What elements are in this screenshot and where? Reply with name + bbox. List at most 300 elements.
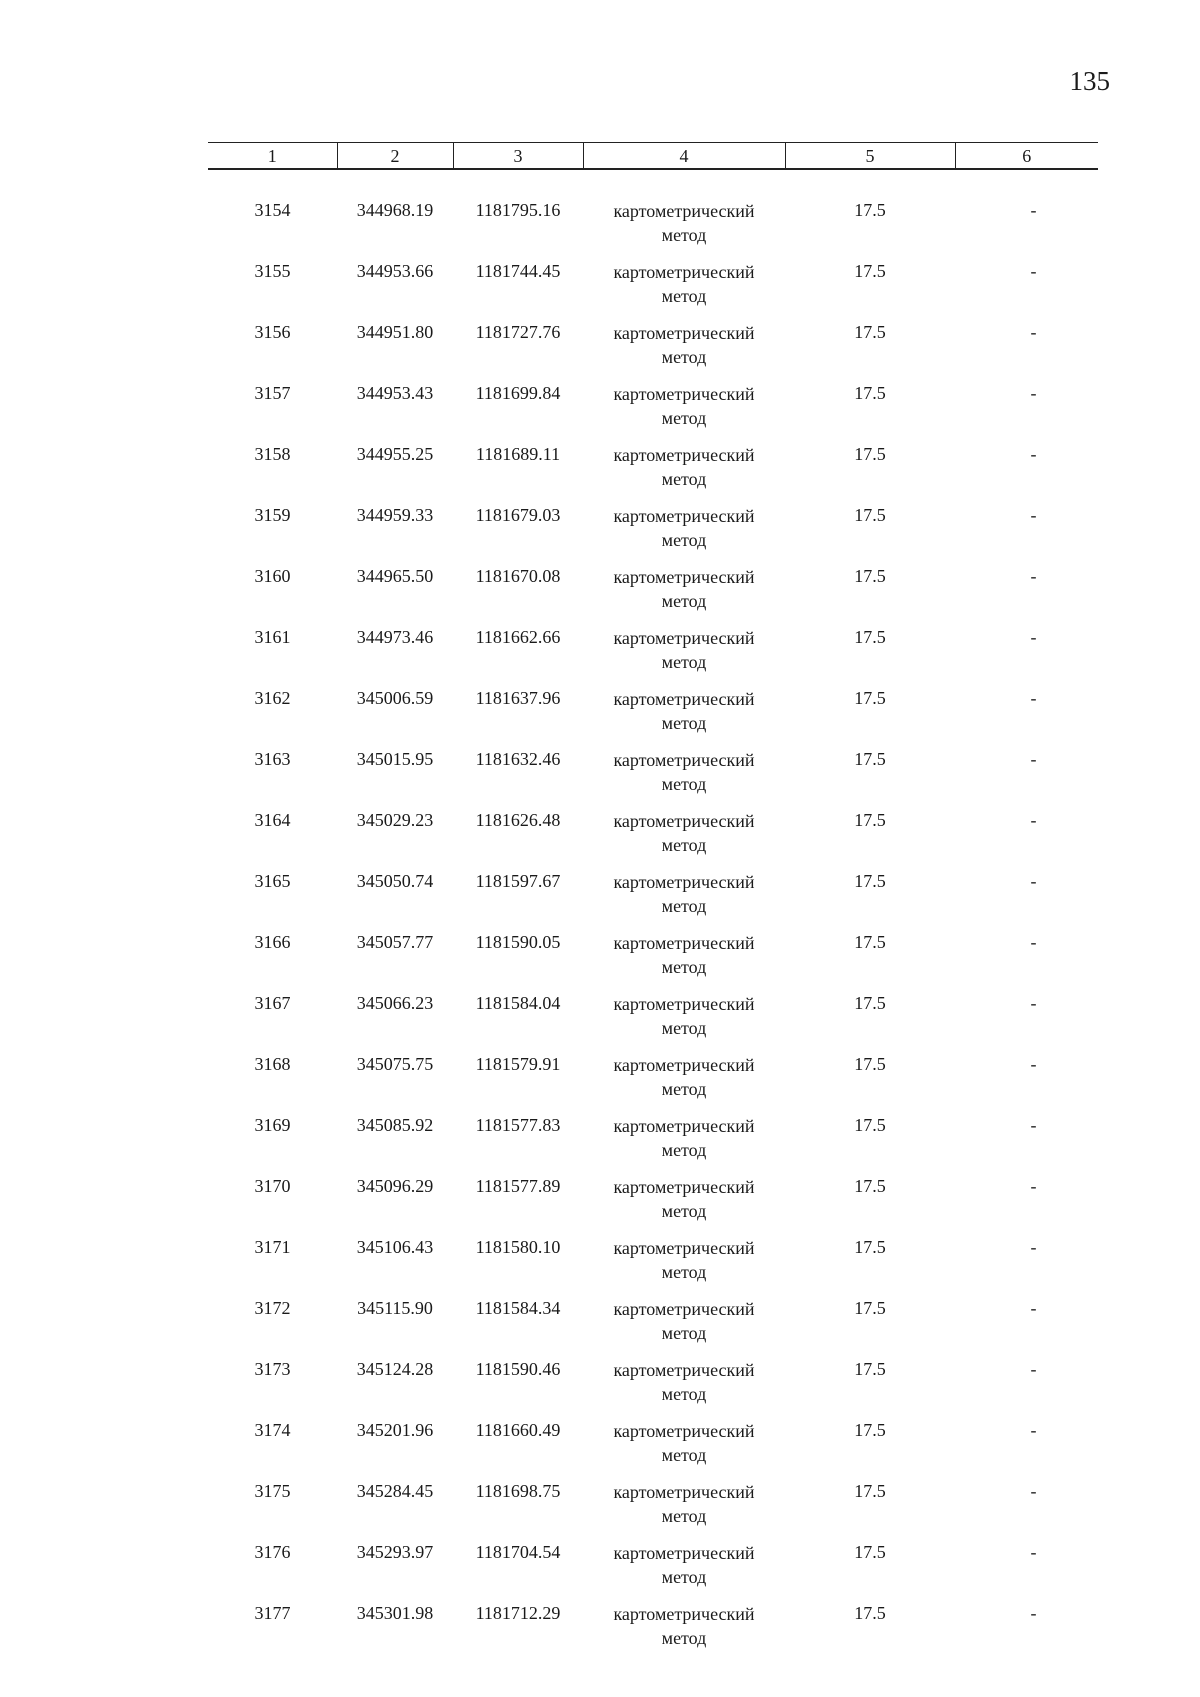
point-number-cell [208,169,337,247]
note-cell [955,735,1098,796]
x-coordinate-cell [337,979,453,1040]
table-row [208,369,1098,430]
table-row [208,674,1098,735]
table-row [208,1528,1098,1589]
method-line-1: картометрический [613,994,755,1014]
note-cell [955,1223,1098,1284]
note-cell [955,369,1098,430]
x-coordinate-cell [337,796,453,857]
note-cell-text: - [1030,1115,1037,1135]
point-number-cell [208,1162,337,1223]
header-row [208,143,1098,170]
y-coordinate-cell [453,613,583,674]
method-line-2: метод [661,1567,707,1587]
method-line-2: метод [661,896,707,916]
method-cell [583,1223,785,1284]
method-line-2: метод [661,408,707,428]
accuracy-cell-text: 17.5 [854,1481,886,1501]
point-number-cell-text: 3175 [254,1481,291,1501]
y-coordinate-cell-text: 1181744.45 [475,261,561,281]
method-cell [583,491,785,552]
y-coordinate-cell-text: 1181584.04 [475,993,561,1013]
accuracy-cell [785,857,955,918]
method-cell [583,1589,785,1650]
point-number-cell-text: 3156 [254,322,291,342]
table-row [208,918,1098,979]
method-line-1: картометрический [613,1299,755,1319]
header-col-4: 4 [583,143,785,170]
y-coordinate-cell [453,308,583,369]
accuracy-cell-text: 17.5 [854,383,886,403]
note-cell-text: - [1030,1420,1037,1440]
x-coordinate-cell-text: 345066.23 [356,993,434,1013]
y-coordinate-cell [453,369,583,430]
method-cell [583,1101,785,1162]
y-coordinate-cell-text: 1181577.89 [475,1176,561,1196]
point-number-cell-text: 3154 [254,200,291,220]
point-number-cell-text: 3171 [254,1237,291,1257]
point-number-cell [208,1223,337,1284]
table-header [208,143,1098,170]
note-cell-text: - [1030,1542,1037,1562]
point-number-cell-text: 3177 [254,1603,291,1623]
method-line-2: метод [661,530,707,550]
point-number-cell-text: 3159 [254,505,291,525]
note-cell [955,1406,1098,1467]
method-cell [583,430,785,491]
method-line-2: метод [661,1018,707,1038]
x-coordinate-cell [337,1467,453,1528]
point-number-cell [208,369,337,430]
x-coordinate-cell [337,491,453,552]
method-cell [583,1406,785,1467]
y-coordinate-cell [453,1589,583,1650]
method-line-1: картометрический [613,628,755,648]
note-cell [955,796,1098,857]
y-coordinate-cell-text: 1181670.08 [475,566,561,586]
point-number-cell-text: 3164 [254,810,291,830]
point-number-cell [208,796,337,857]
note-cell-text: - [1030,566,1037,586]
table-row [208,1101,1098,1162]
note-cell-text: - [1030,505,1037,525]
method-cell [583,613,785,674]
x-coordinate-cell-text: 344955.25 [356,444,434,464]
table-row [208,613,1098,674]
method-line-1: картометрический [613,1482,755,1502]
note-cell-text: - [1030,1237,1037,1257]
method-line-1: картометрический [613,1543,755,1563]
method-cell [583,308,785,369]
point-number-cell [208,613,337,674]
y-coordinate-cell-text: 1181597.67 [475,871,561,891]
y-coordinate-cell [453,1040,583,1101]
table-row [208,1406,1098,1467]
point-number-cell-text: 3155 [254,261,291,281]
table-row [208,1589,1098,1650]
x-coordinate-cell-text: 344951.80 [356,322,434,342]
point-number-cell [208,1589,337,1650]
accuracy-cell [785,674,955,735]
x-coordinate-cell [337,918,453,979]
accuracy-cell [785,1528,955,1589]
accuracy-cell-text: 17.5 [854,1115,886,1135]
method-cell [583,369,785,430]
method-line-1: картометрический [613,1360,755,1380]
method-cell [583,735,785,796]
point-number-cell-text: 3176 [254,1542,291,1562]
method-line-2: метод [661,1384,707,1404]
note-cell-text: - [1030,871,1037,891]
method-line-1: картометрический [613,1055,755,1075]
point-number-cell-text: 3162 [254,688,291,708]
point-number-cell [208,1284,337,1345]
method-line-1: картометрический [613,1604,755,1624]
note-cell-text: - [1030,1359,1037,1379]
point-number-cell [208,918,337,979]
note-cell [955,308,1098,369]
note-cell [955,1528,1098,1589]
y-coordinate-cell [453,1467,583,1528]
point-number-cell-text: 3168 [254,1054,291,1074]
accuracy-cell-text: 17.5 [854,200,886,220]
y-coordinate-cell-text: 1181637.96 [475,688,561,708]
accuracy-cell [785,1406,955,1467]
x-coordinate-cell [337,1528,453,1589]
method-cell [583,247,785,308]
y-coordinate-cell [453,1101,583,1162]
x-coordinate-cell-text: 345124.28 [356,1359,434,1379]
y-coordinate-cell-text: 1181626.48 [475,810,561,830]
method-cell [583,1528,785,1589]
table-row [208,247,1098,308]
method-line-2: метод [661,1262,707,1282]
x-coordinate-cell [337,1162,453,1223]
y-coordinate-cell [453,1223,583,1284]
x-coordinate-cell-text: 345075.75 [356,1054,434,1074]
accuracy-cell-text: 17.5 [854,1542,886,1562]
method-line-1: картометрический [613,1177,755,1197]
x-coordinate-cell-text: 344959.33 [356,505,434,525]
y-coordinate-cell [453,552,583,613]
method-line-1: картометрический [613,811,755,831]
accuracy-cell-text: 17.5 [854,1603,886,1623]
method-line-1: картометрический [613,323,755,343]
y-coordinate-cell-text: 1181580.10 [475,1237,561,1257]
point-number-cell [208,735,337,796]
x-coordinate-cell-text: 345293.97 [356,1542,434,1562]
point-number-cell-text: 3166 [254,932,291,952]
note-cell [955,491,1098,552]
header-col-2: 2 [337,143,453,170]
y-coordinate-cell [453,979,583,1040]
method-line-2: метод [661,774,707,794]
point-number-cell-text: 3163 [254,749,291,769]
x-coordinate-cell [337,552,453,613]
accuracy-cell-text: 17.5 [854,322,886,342]
method-cell [583,796,785,857]
x-coordinate-cell-text: 345085.92 [356,1115,434,1135]
x-coordinate-cell-text: 345015.95 [356,749,434,769]
y-coordinate-cell [453,491,583,552]
point-number-cell [208,491,337,552]
method-line-1: картометрический [613,201,755,221]
point-number-cell-text: 3174 [254,1420,291,1440]
point-number-cell-text: 3165 [254,871,291,891]
method-cell [583,552,785,613]
x-coordinate-cell [337,674,453,735]
accuracy-cell-text: 17.5 [854,1176,886,1196]
x-coordinate-cell-text: 345050.74 [356,871,434,891]
y-coordinate-cell [453,735,583,796]
note-cell [955,1467,1098,1528]
y-coordinate-cell-text: 1181577.83 [475,1115,561,1135]
method-line-1: картометрический [613,506,755,526]
point-number-cell [208,979,337,1040]
point-number-cell [208,1406,337,1467]
point-number-cell-text: 3173 [254,1359,291,1379]
accuracy-cell-text: 17.5 [854,749,886,769]
method-line-2: метод [661,1079,707,1099]
x-coordinate-cell [337,1406,453,1467]
accuracy-cell-text: 17.5 [854,566,886,586]
accuracy-cell-text: 17.5 [854,1054,886,1074]
y-coordinate-cell [453,796,583,857]
accuracy-cell-text: 17.5 [854,444,886,464]
point-number-cell [208,857,337,918]
note-cell-text: - [1030,200,1037,220]
header-col-1: 1 [208,143,337,170]
accuracy-cell [785,169,955,247]
method-line-2: метод [661,225,707,245]
y-coordinate-cell-text: 1181662.66 [475,627,561,647]
y-coordinate-cell-text: 1181632.46 [475,749,561,769]
note-cell [955,1162,1098,1223]
table-row [208,169,1098,247]
header-col-5: 5 [785,143,955,170]
point-number-cell-text: 3167 [254,993,291,1013]
table-row [208,1223,1098,1284]
accuracy-cell [785,1223,955,1284]
method-line-2: метод [661,1140,707,1160]
y-coordinate-cell [453,857,583,918]
method-line-1: картометрический [613,689,755,709]
y-coordinate-cell [453,169,583,247]
table-row [208,430,1098,491]
note-cell-text: - [1030,444,1037,464]
table-body [208,169,1098,1650]
note-cell-text: - [1030,1176,1037,1196]
accuracy-cell-text: 17.5 [854,932,886,952]
method-cell [583,918,785,979]
point-number-cell [208,1467,337,1528]
y-coordinate-cell-text: 1181727.76 [475,322,561,342]
table-row [208,1040,1098,1101]
y-coordinate-cell [453,1406,583,1467]
x-coordinate-cell [337,247,453,308]
accuracy-cell [785,1040,955,1101]
note-cell-text: - [1030,627,1037,647]
y-coordinate-cell-text: 1181590.05 [475,932,561,952]
accuracy-cell-text: 17.5 [854,688,886,708]
accuracy-cell [785,918,955,979]
method-line-1: картометрический [613,262,755,282]
note-cell [955,1345,1098,1406]
y-coordinate-cell-text: 1181698.75 [475,1481,561,1501]
page-number: 135 [1069,66,1110,96]
y-coordinate-cell-text: 1181712.29 [475,1603,561,1623]
note-cell [955,613,1098,674]
method-line-2: метод [661,713,707,733]
accuracy-cell [785,1284,955,1345]
method-cell [583,1345,785,1406]
note-cell [955,918,1098,979]
note-cell-text: - [1030,1603,1037,1623]
y-coordinate-cell-text: 1181699.84 [475,383,561,403]
y-coordinate-cell [453,918,583,979]
note-cell [955,979,1098,1040]
accuracy-cell [785,491,955,552]
method-cell [583,1467,785,1528]
method-line-1: картометрический [613,1421,755,1441]
method-line-1: картометрический [613,384,755,404]
method-line-2: метод [661,591,707,611]
table-row [208,552,1098,613]
x-coordinate-cell-text: 345106.43 [356,1237,434,1257]
note-cell-text: - [1030,322,1037,342]
x-coordinate-cell-text: 344965.50 [356,566,434,586]
accuracy-cell [785,430,955,491]
note-cell-text: - [1030,1054,1037,1074]
point-number-cell-text: 3172 [254,1298,291,1318]
table-row [208,1345,1098,1406]
x-coordinate-cell-text: 344968.19 [356,200,434,220]
method-cell [583,674,785,735]
method-line-2: метод [661,286,707,306]
accuracy-cell [785,1467,955,1528]
table-row [208,1467,1098,1528]
x-coordinate-cell [337,1223,453,1284]
y-coordinate-cell-text: 1181584.34 [475,1298,561,1318]
method-cell [583,1162,785,1223]
method-line-1: картометрический [613,1238,755,1258]
x-coordinate-cell [337,1040,453,1101]
note-cell-text: - [1030,749,1037,769]
table-row [208,1284,1098,1345]
point-number-cell [208,430,337,491]
method-line-1: картометрический [613,750,755,770]
y-coordinate-cell [453,1162,583,1223]
method-line-1: картометрический [613,933,755,953]
note-cell-text: - [1030,993,1037,1013]
x-coordinate-cell [337,1284,453,1345]
x-coordinate-cell [337,430,453,491]
y-coordinate-cell-text: 1181590.46 [475,1359,561,1379]
x-coordinate-cell [337,1345,453,1406]
header-col-3: 3 [453,143,583,170]
method-line-2: метод [661,469,707,489]
point-number-cell-text: 3157 [254,383,291,403]
method-cell [583,169,785,247]
accuracy-cell [785,308,955,369]
x-coordinate-cell [337,1589,453,1650]
accuracy-cell [785,1101,955,1162]
point-number-cell [208,308,337,369]
accuracy-cell [785,796,955,857]
accuracy-cell [785,979,955,1040]
accuracy-cell-text: 17.5 [854,1359,886,1379]
x-coordinate-cell-text: 344953.66 [356,261,434,281]
accuracy-cell [785,1589,955,1650]
x-coordinate-cell-text: 344973.46 [356,627,434,647]
y-coordinate-cell-text: 1181579.91 [475,1054,561,1074]
accuracy-cell [785,1345,955,1406]
x-coordinate-cell-text: 345301.98 [356,1603,434,1623]
table-row [208,308,1098,369]
note-cell [955,674,1098,735]
y-coordinate-cell [453,247,583,308]
table-row [208,491,1098,552]
y-coordinate-cell-text: 1181689.11 [475,444,561,464]
header-col-6: 6 [955,143,1098,170]
method-line-2: метод [661,347,707,367]
accuracy-cell-text: 17.5 [854,505,886,525]
point-number-cell [208,674,337,735]
y-coordinate-cell-text: 1181660.49 [475,1420,561,1440]
accuracy-cell [785,369,955,430]
method-line-1: картометрический [613,1116,755,1136]
note-cell-text: - [1030,1481,1037,1501]
note-cell-text: - [1030,383,1037,403]
x-coordinate-cell-text: 345201.96 [356,1420,434,1440]
note-cell-text: - [1030,1298,1037,1318]
x-coordinate-cell [337,169,453,247]
table-row [208,857,1098,918]
method-line-1: картометрический [613,445,755,465]
x-coordinate-cell [337,735,453,796]
accuracy-cell [785,247,955,308]
method-line-1: картометрический [613,567,755,587]
x-coordinate-cell-text: 344953.43 [356,383,434,403]
point-number-cell-text: 3169 [254,1115,291,1135]
point-number-cell-text: 3161 [254,627,291,647]
note-cell [955,552,1098,613]
point-number-cell [208,247,337,308]
note-cell-text: - [1030,810,1037,830]
method-line-2: метод [661,1506,707,1526]
method-cell [583,1040,785,1101]
note-cell [955,857,1098,918]
method-line-2: метод [661,1201,707,1221]
point-number-cell-text: 3160 [254,566,291,586]
method-cell [583,857,785,918]
method-cell [583,979,785,1040]
point-number-cell [208,1528,337,1589]
accuracy-cell-text: 17.5 [854,993,886,1013]
note-cell-text: - [1030,932,1037,952]
y-coordinate-cell [453,1284,583,1345]
point-number-cell-text: 3158 [254,444,291,464]
x-coordinate-cell-text: 345057.77 [356,932,434,952]
accuracy-cell [785,613,955,674]
accuracy-cell [785,735,955,796]
note-cell [955,1589,1098,1650]
accuracy-cell-text: 17.5 [854,810,886,830]
x-coordinate-cell-text: 345029.23 [356,810,434,830]
x-coordinate-cell-text: 345115.90 [357,1298,433,1318]
point-number-cell [208,1101,337,1162]
table-row [208,735,1098,796]
